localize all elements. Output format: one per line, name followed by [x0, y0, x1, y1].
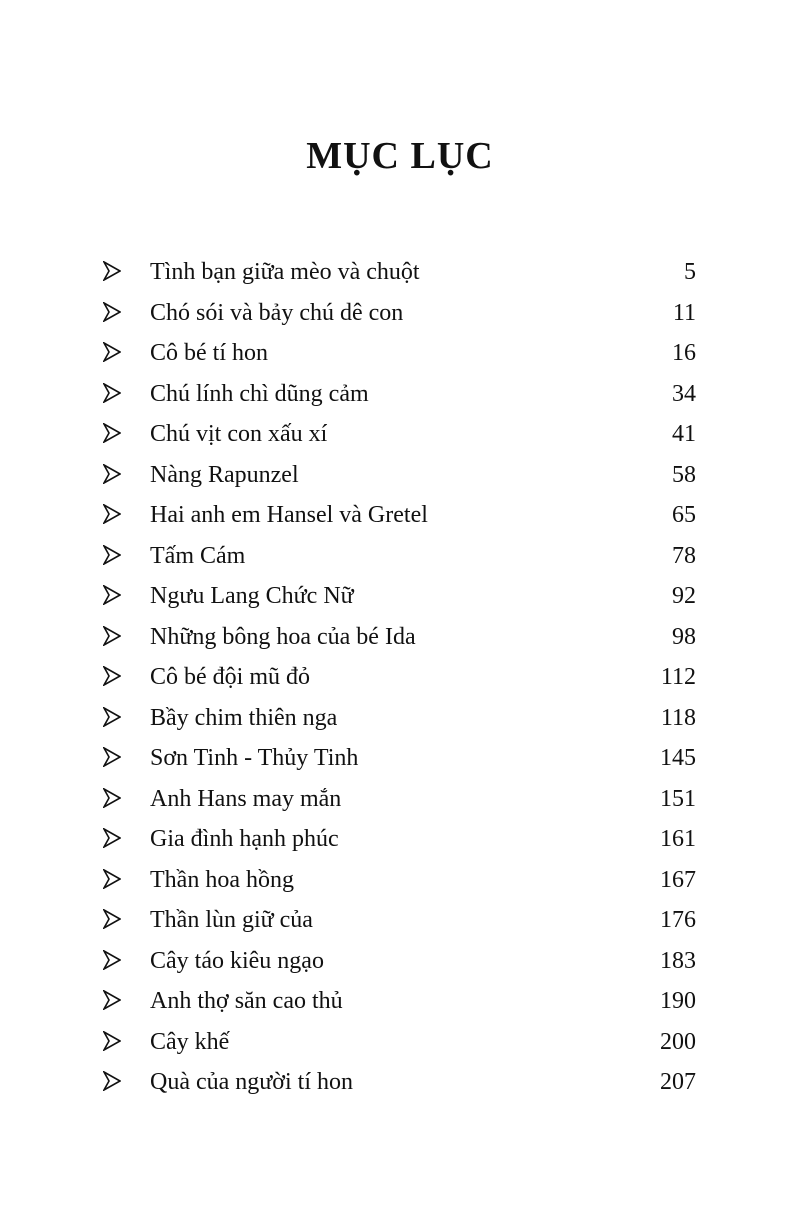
toc-entry-page-number: 176 [660, 907, 696, 933]
toc-entry[interactable] [0, 536, 800, 577]
toc-entry[interactable] [0, 1062, 800, 1103]
toc-entry[interactable] [0, 779, 800, 820]
arrowhead-bullet-icon [103, 828, 121, 848]
arrowhead-bullet-icon [103, 545, 121, 565]
toc-entry-page-number: 41 [672, 421, 696, 447]
toc-entry-title: Anh Hans may mắn [150, 785, 342, 812]
arrowhead-bullet-icon [103, 626, 121, 646]
toc-entry[interactable] [0, 738, 800, 779]
arrowhead-bullet-icon [103, 383, 121, 403]
toc-entry-title: Nàng Rapunzel [150, 461, 299, 488]
toc-entry-title: Sơn Tinh - Thủy Tinh [150, 745, 359, 771]
toc-entry-title: Tình bạn giữa mèo và chuột [150, 259, 420, 285]
arrowhead-bullet-icon [103, 950, 121, 970]
arrowhead-bullet-icon [103, 990, 121, 1010]
toc-entry-page-number: 58 [672, 461, 696, 488]
toc-entry-title: Tấm Cám [150, 542, 246, 569]
toc-entry-title: Anh thợ săn cao thủ [150, 988, 343, 1014]
toc-entry-title: Cây khế [150, 1028, 230, 1055]
toc-entry-title: Bầy chim thiên nga [150, 704, 338, 731]
toc-entry-page-number: 200 [660, 1028, 696, 1055]
toc-entry-title: Chú lính chì dũng cảm [150, 380, 369, 407]
toc-entry-title: Quà của người tí hon [150, 1069, 353, 1095]
toc-entry-page-number: 65 [672, 502, 696, 528]
toc-entry[interactable] [0, 941, 800, 982]
toc-entry-title: Cô bé đội mũ đỏ [150, 664, 310, 690]
arrowhead-bullet-icon [103, 788, 121, 808]
toc-entry-page-number: 11 [672, 299, 696, 326]
arrowhead-bullet-icon [103, 423, 121, 443]
arrowhead-bullet-icon [103, 909, 121, 929]
toc-entry[interactable] [0, 293, 800, 334]
arrowhead-bullet-icon [103, 747, 121, 767]
toc-entry-page-number: 151 [660, 785, 696, 812]
toc-entry-page-number: 167 [660, 866, 696, 893]
toc-entry-title: Những bông hoa của bé Ida [150, 623, 416, 650]
toc-entry-page-number: 145 [660, 745, 696, 771]
toc-entry[interactable] [0, 252, 800, 293]
toc-entry[interactable] [0, 860, 800, 901]
toc-entry[interactable] [0, 495, 800, 536]
arrowhead-bullet-icon [103, 1071, 121, 1091]
arrowhead-bullet-icon [103, 302, 121, 322]
toc-entry[interactable] [0, 1022, 800, 1063]
table-of-contents [0, 252, 800, 1103]
toc-entry[interactable] [0, 900, 800, 941]
toc-entry-page-number: 34 [672, 380, 696, 407]
toc-entry[interactable] [0, 374, 800, 415]
arrowhead-bullet-icon [103, 869, 121, 889]
toc-entry-page-number: 16 [672, 340, 696, 366]
toc-entry[interactable] [0, 455, 800, 496]
toc-entry[interactable] [0, 698, 800, 739]
page-title: MỤC LỤC [306, 135, 494, 177]
toc-entry-page-number: 207 [660, 1069, 696, 1095]
toc-entry-page-number: 5 [684, 259, 696, 285]
toc-entry[interactable] [0, 981, 800, 1022]
toc-entry-page-number: 183 [660, 947, 696, 974]
toc-entry[interactable] [0, 617, 800, 658]
arrowhead-bullet-icon [103, 707, 121, 727]
arrowhead-bullet-icon [103, 342, 121, 362]
arrowhead-bullet-icon [103, 504, 121, 524]
toc-entry-page-number: 161 [660, 826, 696, 852]
toc-entry-title: Cô bé tí hon [150, 340, 268, 366]
toc-entry-page-number: 98 [672, 623, 696, 650]
toc-entry[interactable] [0, 333, 800, 374]
toc-entry-page-number: 190 [660, 988, 696, 1014]
toc-entry-page-number: 118 [660, 704, 696, 731]
toc-entry[interactable] [0, 657, 800, 698]
toc-entry-page-number: 112 [660, 664, 696, 690]
toc-entry-page-number: 92 [672, 583, 696, 609]
toc-entry-title: Cây táo kiêu ngạo [150, 947, 324, 974]
toc-entry-title: Thần hoa hồng [150, 866, 294, 893]
arrowhead-bullet-icon [103, 666, 121, 686]
toc-entry[interactable] [0, 576, 800, 617]
toc-entry-title: Gia đình hạnh phúc [150, 826, 339, 852]
arrowhead-bullet-icon [103, 1031, 121, 1051]
toc-entry[interactable] [0, 819, 800, 860]
toc-entry-title: Chú vịt con xấu xí [150, 421, 328, 447]
toc-entry-title: Chó sói và bảy chú dê con [150, 299, 404, 326]
toc-entry-title: Thần lùn giữ của [150, 907, 313, 933]
toc-entry-page-number: 78 [672, 542, 696, 569]
toc-entry-title: Ngưu Lang Chức Nữ [150, 583, 354, 609]
arrowhead-bullet-icon [103, 464, 121, 484]
arrowhead-bullet-icon [103, 261, 121, 281]
toc-entry-title: Hai anh em Hansel và Gretel [150, 502, 428, 528]
toc-entry[interactable] [0, 414, 800, 455]
arrowhead-bullet-icon [103, 585, 121, 605]
